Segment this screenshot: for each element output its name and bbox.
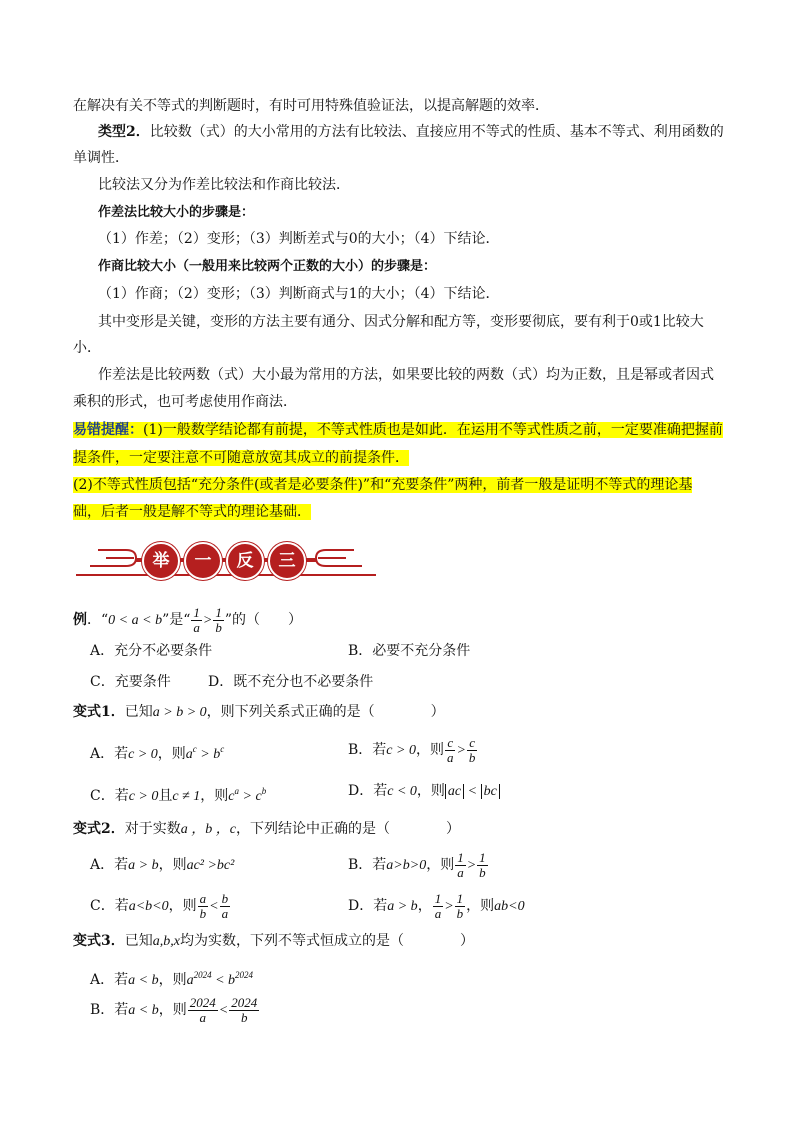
- transform-line2: 小．: [73, 340, 101, 356]
- example-stem-b: ”是“: [162, 612, 191, 628]
- type2-paragraph: [98, 123, 724, 141]
- v1b-mid: ，则: [415, 742, 444, 758]
- variant3-option-a[interactable]: A．若a < b，则$a^{2024} < b^{2024}$: [90, 970, 254, 988]
- variant1-option-c[interactable]: C．若c > 0且c ≠ 1，则$c^a > c^b$: [90, 786, 267, 804]
- example-label: 例: [73, 612, 87, 628]
- type2-text: 比较数（式）的大小常用的方法有比较法、直接应用不等式的性质、基本不等式、利用函数的: [149, 124, 724, 140]
- example-frac-a: [191, 606, 202, 635]
- example-frac-b: [213, 606, 224, 635]
- variant2-option-c[interactable]: C．若a<b<0，则 $\frac{a}{b}$ < $\frac{b}{a}$: [90, 890, 229, 921]
- transform-line1: 其中变形是关键，变形的方法主要有通分、因式分解和配方等，变形要彻底，要有利于0或1比较大: [98, 314, 704, 330]
- v1d-mid: ，则: [416, 783, 445, 799]
- warning-text4: 础，后者一般是解不等式的理论基础．: [73, 504, 311, 520]
- v2b-mid: ，则: [426, 857, 455, 873]
- compare-methods: 比较法又分为作差比较法和作商比较法．: [98, 177, 350, 193]
- v2-stem-text: 对于实数: [124, 821, 181, 837]
- quot-use-line2: 乘积的形式，也可考虑使用作商法．: [73, 394, 297, 410]
- variant1-option-a[interactable]: A．若c > 0，则$a^c > b^c$: [90, 744, 225, 762]
- banner-char-2: 一: [184, 542, 222, 580]
- variant2-stem: [73, 820, 460, 839]
- v2d-mid: ，: [417, 898, 432, 914]
- v1d-pre: D．若: [348, 783, 388, 799]
- warning-line2: [73, 449, 409, 467]
- frac-num: 1: [193, 604, 200, 620]
- v2c-cond: a<b<0: [128, 899, 169, 914]
- example-option-d[interactable]: D．既不充分也不必要条件: [208, 674, 374, 690]
- variant2-option-d[interactable]: D．若a > b， $\frac{1}{a}$ > $\frac{1}{b}$ ，则ab<0: [348, 890, 525, 921]
- v1-stem-text: 已知: [124, 704, 153, 720]
- v2c-mid: ，则: [168, 898, 197, 914]
- intro-line: 在解决有关不等式的判断题时，有时可用特殊值验证法，以提高解题的效率．: [73, 98, 549, 114]
- v2a-pre: A．若: [90, 857, 129, 873]
- variant1-option-d[interactable]: D．若c < 0，则 ac < bc: [348, 782, 500, 801]
- banner-char-1: 举: [142, 542, 180, 580]
- warning-line4: [73, 503, 311, 521]
- example-option-c[interactable]: C．充要条件: [90, 674, 171, 690]
- variant1-stem: [73, 703, 445, 722]
- v2b-cond: a>b>0: [386, 858, 427, 873]
- example-stem-a: ．“: [87, 612, 109, 628]
- v1d-cond: c < 0: [387, 784, 417, 799]
- v3b-cond: a < b: [128, 1003, 159, 1018]
- example-stem: 例．“0 < a < b”是“ $\frac{1}{a}$ > $\frac{1}{b}$ ”的（ ）: [73, 604, 303, 635]
- banner-char-3: 反: [226, 542, 264, 580]
- v2a-cond: a > b: [128, 858, 159, 873]
- variant2-option-a[interactable]: [90, 856, 234, 875]
- quot-use-line1: 作差法是比较两数（式）大小最为常用的方法，如果要比较的两数（式）均为正数，且是幂或者因式: [98, 367, 714, 383]
- v2-vars: a ，b ，c: [180, 822, 236, 837]
- v3b-mid: ，则: [158, 1002, 187, 1018]
- v3a-exp2: 2024: [235, 970, 254, 980]
- section-banner: [76, 538, 376, 584]
- warning-line1: [73, 421, 723, 439]
- v2d-end: ，则: [466, 898, 495, 914]
- v2d-pre: D．若: [348, 898, 388, 914]
- v1c-mid: ，则: [200, 788, 229, 804]
- v2b-pre: B．若: [348, 857, 387, 873]
- variant1-option-b[interactable]: B．若c > 0，则 $\frac{c}{a}$ > $\frac{c}{b}$: [348, 734, 476, 765]
- v1c-pre: C．若: [90, 788, 129, 804]
- v3a-cond: a < b: [128, 973, 159, 988]
- frac-den: b: [215, 619, 222, 635]
- variant1-label: 变式1．: [73, 704, 125, 720]
- variant2-label: 变式2．: [73, 821, 125, 837]
- example-option-b[interactable]: B．必要不充分条件: [348, 643, 471, 659]
- v3a-pre: A．若: [90, 972, 129, 988]
- v3-stem-text2: 均为实数，下列不等式恒成立的是（ ）: [179, 933, 474, 949]
- frac-den: a: [193, 619, 200, 635]
- example-stem-c: ”的（ ）: [224, 612, 303, 628]
- variant3-stem: [73, 932, 474, 951]
- variant3-option-b[interactable]: B．若a < b，则 $\frac{2024}{a}$ < $\frac{2024}{b}$: [90, 994, 258, 1025]
- v2d-res: ab<0: [494, 899, 525, 914]
- variant3-label: 变式3．: [73, 933, 125, 949]
- v1-cond: a > b > 0: [152, 705, 207, 720]
- v1a-cond: c > 0: [128, 747, 158, 762]
- v2a-mid: ，则: [158, 857, 187, 873]
- warning-text3: (2)不等式性质包括“充分条件(或者是必要条件)”和“充要条件”两种，前者一般是证明不等式的理论基: [73, 477, 693, 493]
- example-cond: 0 < a < b: [108, 613, 163, 628]
- v3b-num2: 2024: [231, 994, 258, 1010]
- frac-num: 1: [215, 604, 222, 620]
- v2-stem-text2: ，下列结论中正确的是（ ）: [235, 821, 460, 837]
- v1a-mid: ，则: [157, 746, 186, 762]
- variant2-option-b[interactable]: B．若a>b>0，则 $\frac{1}{a}$ > $\frac{1}{b}$: [348, 849, 486, 880]
- v1c-and: 且: [158, 788, 173, 804]
- quot-heading: 作商比较大小（一般用来比较两个正数的大小）的步骤是：: [98, 259, 437, 274]
- warning-text1: (1)一般数学结论都有前提，不等式性质也是如此．在运用不等式性质之前，一定要准确把握前: [143, 422, 723, 438]
- v1b-pre: B．若: [348, 742, 387, 758]
- example-option-a[interactable]: A．充分不必要条件: [90, 643, 213, 659]
- v3-vars: a,b,x: [152, 934, 180, 949]
- v3b-pre: B．若: [90, 1002, 129, 1018]
- type2-label: 类型2．: [98, 124, 150, 140]
- diff-heading: 作差法比较大小的步骤是：: [98, 205, 255, 220]
- v3a-mid: ，则: [158, 972, 187, 988]
- v1a-pre: A．若: [90, 746, 129, 762]
- warning-text2: 提条件，一定要注意不可随意放宽其成立的前提条件．: [73, 450, 409, 466]
- v2d-cond: a > b: [387, 899, 418, 914]
- v1-stem-text2: ，则下列关系式正确的是（ ）: [206, 704, 445, 720]
- v3-stem-text: 已知: [124, 933, 153, 949]
- quot-steps: （1）作商；（2）变形；（3）判断商式与1的大小；（4）下结论．: [98, 286, 500, 302]
- v1c-cond2: c ≠ 1: [172, 789, 201, 804]
- v2a-res: ac² >bc²: [186, 858, 235, 873]
- banner-char-4: 三: [268, 542, 306, 580]
- v1c-cond: c > 0: [128, 789, 159, 804]
- v2c-pre: C．若: [90, 898, 129, 914]
- v3b-num1: 2024: [189, 994, 216, 1010]
- warning-label: 易错提醒：: [73, 422, 143, 438]
- v3a-exp1: 2024: [193, 970, 212, 980]
- v1b-cond: c > 0: [386, 743, 416, 758]
- diff-steps: （1）作差；（2）变形；（3）判断差式与0的大小；（4）下结论．: [98, 231, 500, 247]
- type2-cont: 单调性．: [73, 150, 129, 166]
- warning-line3: [73, 476, 692, 494]
